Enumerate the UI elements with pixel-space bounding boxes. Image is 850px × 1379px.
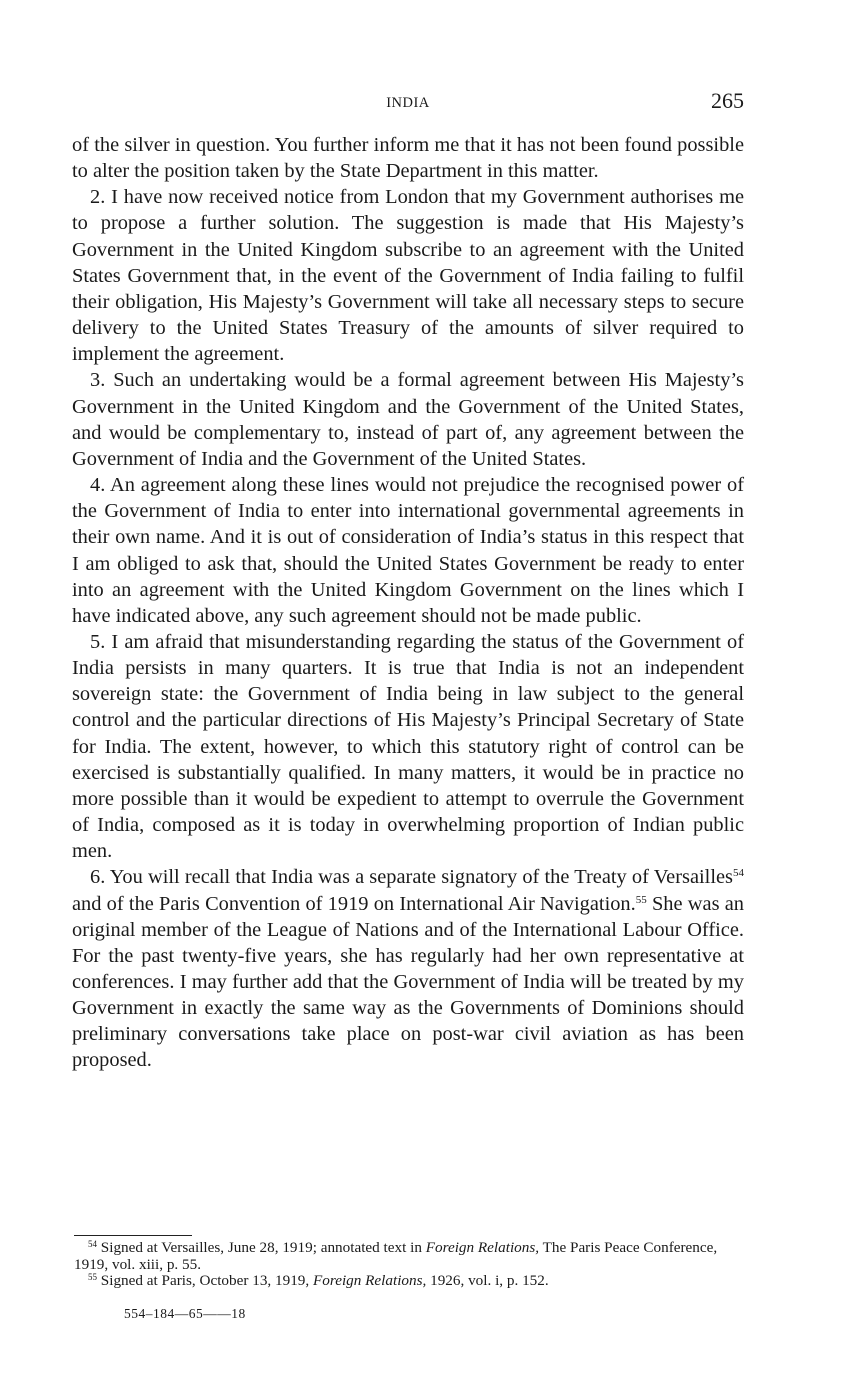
footnote-text: Signed at Paris, October 13, 1919, [97, 1272, 313, 1289]
footnote-ref-54: 54 [733, 867, 744, 880]
footnote-ref-55: 55 [635, 893, 647, 906]
paragraph-3: 3. Such an undertaking would be a formal agreement between His Majesty’s Government in the United Kingdom and the Government of the United States, and would be complementary to, instead of part of, any agreement between the Government of India and the Government of the United States. [72, 369, 744, 470]
footnote-text: Signed at Versailles, June 28, 1919; annotated text in [97, 1239, 426, 1256]
footnotes [74, 1240, 746, 1290]
footnote-italic-title: Foreign Relations, [312, 1272, 427, 1289]
footnote-text-end: 1926, vol. i, p. 152. [426, 1272, 549, 1289]
running-head [72, 88, 744, 118]
paragraph-6-text-b: and of the Paris Convention of 1919 on International Air Navigation. [72, 892, 636, 915]
printer-imprint: 554–184—65——18 [124, 1306, 246, 1321]
paragraph-6-text-c: She was an original member of the League of Nations and of the International Labour Office. For the past twenty-five years, she has regularly had her own representative at conferences. I may further add that the Government of India will be treated by my Government in exactly the same way as the Governments of Dominions should preliminary conversations take place on post-war civil aviation as has been proposed. [72, 892, 744, 1072]
paragraph-6-text-a: 6. You will recall that India was a separate signatory of the Treaty of Versailles [90, 866, 733, 889]
footnote-italic-title: Foreign Relations, [425, 1239, 540, 1256]
paragraph-5: 5. I am afraid that misunderstanding regarding the status of the Government of India persists in many quarters. It is true that India is not an independent sovereign state: the Government of India being in law subject to the general control and the particular directions of His Majesty’s Principal Secretary of State for India. The extent, however, to which this statutory right of control can be exercised is substantially qualified. In many matters, it would be in practice no more possible than it would be expedient to attempt to overrule the Government of India, composed as it is today in overwhelming proportion of Indian public men. [72, 630, 744, 863]
footnote-text-end: The Paris Peace Conference, 1919, vol. xiii, p. 55. [74, 1239, 718, 1273]
page-number: 265 [711, 88, 744, 113]
paragraph-continuation: of the silver in question. You further inform me that it has not been found possible to alter the position taken by the State Department in this matter. [72, 134, 744, 183]
footnote-54 [74, 1240, 746, 1273]
running-head-title: INDIA [386, 95, 430, 111]
paragraph-2: 2. I have now received notice from London that my Government authorises me to propose a further solution. The suggestion is made that His Majesty’s Government in the United Kingdom subscribe to an agreement with the United States Government that, in the event of the Government of India failing to fulfil their obligation, His Majesty’s Government will take all necessary steps to secure delivery to the United States Treasury of the amounts of silver required to implement the agreement. [72, 186, 744, 366]
footnote-divider [74, 1235, 192, 1236]
footnote-55 [74, 1273, 746, 1290]
footnote-mark: 54 [88, 1239, 97, 1249]
footnote-mark: 55 [88, 1272, 97, 1282]
paragraph-4: 4. An agreement along these lines would not prejudice the recognised power of the Government of India to enter into international governmental agreements in their own name. And it is out of consideration of India’s status in this respect that I am obliged to ask that, should the United States Government be ready to enter into an agreement with the United Kingdom Government on the lines which I have indicated above, any such agreement should not be made public. [72, 474, 744, 627]
body-text [72, 132, 744, 1074]
paragraph-6 [72, 864, 744, 1073]
